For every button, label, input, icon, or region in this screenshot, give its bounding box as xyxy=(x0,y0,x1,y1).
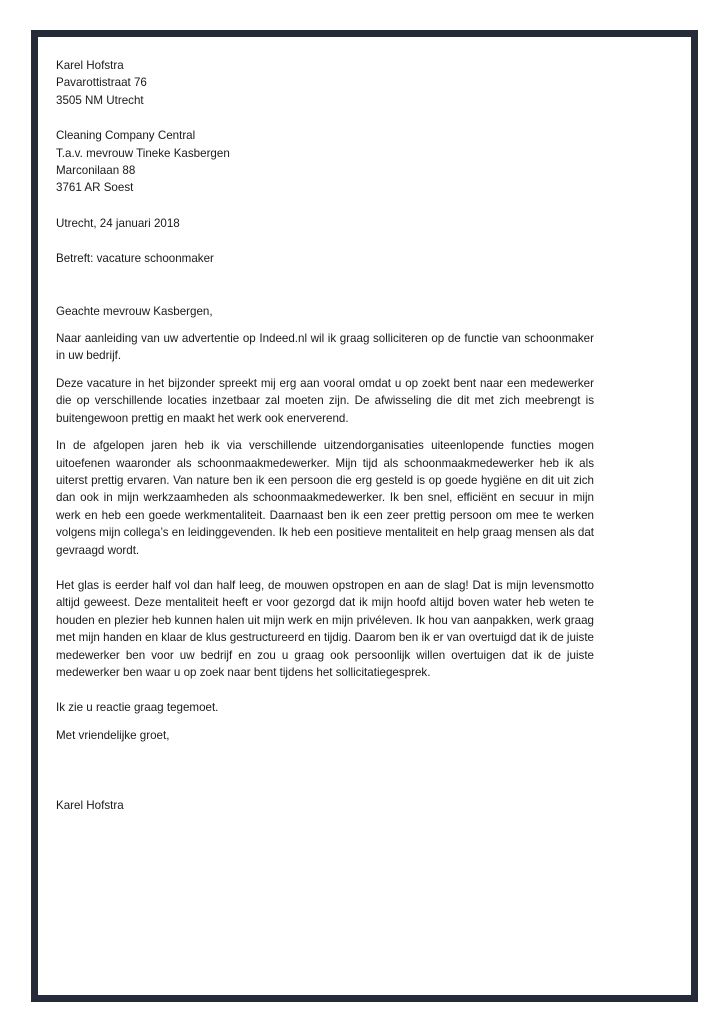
recipient-company: Cleaning Company Central xyxy=(56,129,196,143)
paragraph-closing-remark: Ik zie u reactie graag tegemoet. xyxy=(56,701,219,715)
paragraph-motivation: Deze vacature in het bijzonder spreekt mij erg aan vooral omdat u op zoekt bent naar een medewerker die op verschillende locaties inzetbaar zal moeten zijn. De afwisseling die dit met zich meebrengt is buitengewoon prettig en maakt het werk ook enerverend. xyxy=(56,376,594,425)
recipient-attention: T.a.v. mevrouw Tineke Kasbergen xyxy=(56,146,230,160)
recipient-address xyxy=(56,127,594,197)
recipient-city: 3761 AR Soest xyxy=(56,181,134,195)
paragraph-personality: Het glas is eerder half vol dan half leeg, de mouwen opstropen en aan de slag! Dat is mijn levensmotto altijd geweest. Deze mentaliteit heeft er voor gezorgd dat ik mijn hoofd altijd boven water heb weten te houden en plezier heb kunnen halen uit mijn werk en mijn privéleven. Ik hou van aanpakken, werk graag met mijn handen en klaar de klus gestructureerd en tijdig. Daarom ben ik er van overtuigd dat ik de juiste medewerker ben voor uw bedrijf en zou u graag ook persoonlijk willen overtuigen dat ik de juiste medewerker ben waar u op zoek naar bent tijdens het sollicitatiegesprek. xyxy=(56,578,594,679)
salutation: Geachte mevrouw Kasbergen, xyxy=(56,304,213,318)
signature-name: Karel Hofstra xyxy=(56,799,124,813)
recipient-street: Marconilaan 88 xyxy=(56,164,136,178)
paragraph-intro: Naar aanleiding van uw advertentie op Indeed.nl wil ik graag solliciteren op de functie van schoonmaker in uw bedrijf. xyxy=(56,332,594,363)
letter-date: Utrecht, 24 januari 2018 xyxy=(56,216,180,230)
paragraph-experience: In de afgelopen jaren heb ik via verschillende uitzendorganisaties uiteenlopende functies mogen uitoefenen waaronder als schoonmaakmedewerker. Mijn tijd als schoonmaakmedewerker heb ik als uiterst prettig ervaren. Van nature ben ik een persoon die erg gesteld is op goede hygiëne en dit uit zich dan ook in mijn werkzaamheden als schoonmaakmedewerker. Ik ben snel, efficiënt en secuur in mijn werk en heb een goede werkmentaliteit. Daarnaast ben ik een zeer prettig persoon om mee te werken volgens mijn collega’s en leidinggevenden. Ik heb een positieve mentaliteit en help graag mensen als dat gevraagd wordt. xyxy=(56,439,594,557)
sender-address xyxy=(56,57,594,109)
letter-body xyxy=(56,57,594,815)
closing: Met vriendelijke groet, xyxy=(56,728,170,742)
sender-name: Karel Hofstra xyxy=(56,59,124,72)
letter-subject: Betreft: vacature schoonmaker xyxy=(56,252,214,266)
sender-street: Pavarottistraat 76 xyxy=(56,76,147,90)
sender-city: 3505 NM Utrecht xyxy=(56,93,144,107)
